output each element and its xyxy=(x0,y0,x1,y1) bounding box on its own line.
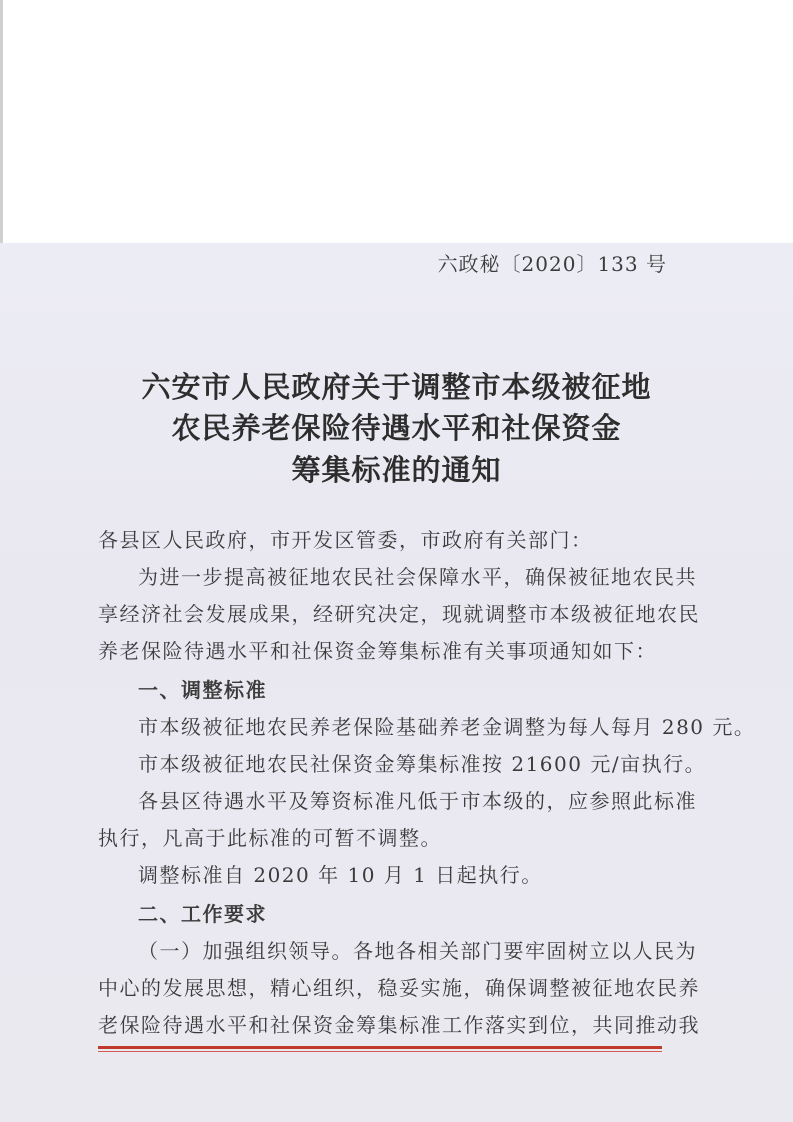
section-2-heading: 二、工作要求 xyxy=(138,902,267,926)
section-1-line-3: 各县区待遇水平及筹资标准凡低于市本级的，应参照此标准 xyxy=(138,789,697,813)
section-1-line-2: 市本级被征地农民社保资金筹集标准按 21600 元/亩执行。 xyxy=(138,752,707,776)
section-1-line-1: 市本级被征地农民养老保险基础养老金调整为每人每月 280 元。 xyxy=(138,715,756,739)
red-rule-thick xyxy=(98,1046,662,1049)
intro-line-3: 养老保险待遇水平和社保资金筹集标准有关事项通知如下： xyxy=(98,639,657,663)
section-2-line-2: 中心的发展思想，精心组织，稳妥实施，确保调整被征地农民养 xyxy=(98,976,700,1000)
red-rule-thin xyxy=(98,1051,662,1052)
intro-line-2: 享经济社会发展成果，经研究决定，现就调整市本级被征地农民 xyxy=(98,602,700,626)
section-2-line-1: （一）加强组织领导。各地各相关部门要牢固树立以人民为 xyxy=(138,939,697,963)
document-page xyxy=(0,243,793,1122)
addressee: 各县区人民政府，市开发区管委，市政府有关部门： xyxy=(98,528,593,552)
title-line-2: 农民养老保险待遇水平和社保资金 xyxy=(171,411,622,445)
section-1-line-5: 调整标准自 2020 年 10 月 1 日起执行。 xyxy=(138,863,543,887)
section-1-heading: 一、调整标准 xyxy=(138,678,267,702)
section-1-line-4: 执行，凡高于此标准的可暂不调整。 xyxy=(98,826,442,850)
document-number: 六政秘〔2020〕133 号 xyxy=(437,252,667,276)
section-2-line-3: 老保险待遇水平和社保资金筹集标准工作落实到位，共同推动我 xyxy=(98,1013,700,1037)
intro-line-1: 为进一步提高被征地农民社会保障水平，确保被征地农民共 xyxy=(138,565,697,589)
title-line-3: 筹集标准的通知 xyxy=(291,453,502,487)
title-line-1: 六安市人民政府关于调整市本级被征地 xyxy=(141,370,652,404)
